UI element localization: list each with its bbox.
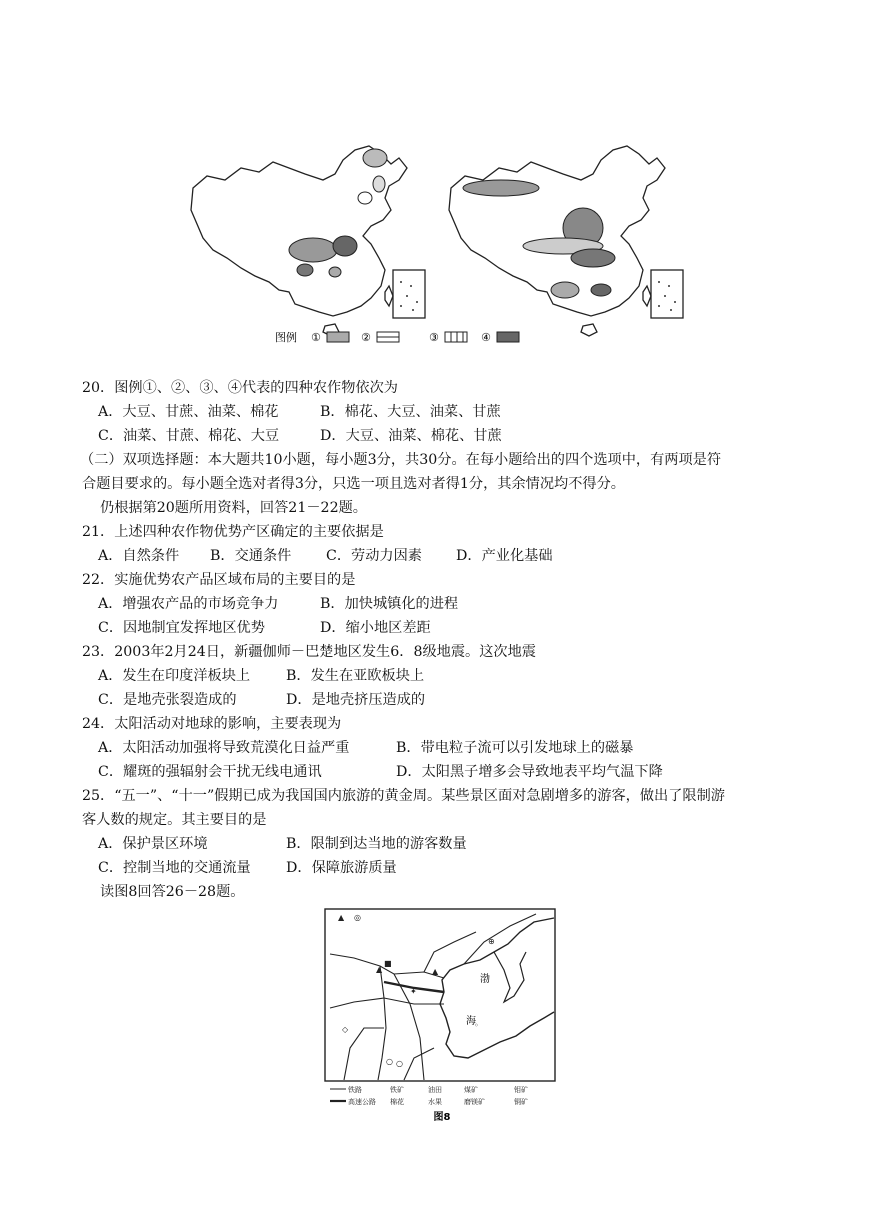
q22-option-d: D．缩小地区差距 xyxy=(320,620,431,636)
legend-molybdenum: 钼矿 xyxy=(514,1086,528,1094)
top-maps-legend xyxy=(275,330,519,344)
figure-8-caption: 图8 xyxy=(433,1112,451,1123)
legend-copper: 铜矿 xyxy=(514,1098,528,1106)
q23-option-d: D．是地壳挤压造成的 xyxy=(286,692,426,708)
q25-option-d: D．保障旅游质量 xyxy=(286,860,397,876)
legend-magnesite: 磨镁矿 xyxy=(464,1098,485,1106)
q25-option-a: A．保护景区环境 xyxy=(98,836,208,852)
svg-text:○: ○ xyxy=(396,1059,403,1068)
svg-text:⊕: ⊕ xyxy=(488,937,495,946)
q24-option-d: D．太阳黑子增多会导致地表平均气温下降 xyxy=(396,764,663,780)
q20-stem: 20．图例①、②、③、④代表的四种农作物依次为 xyxy=(82,380,398,396)
q22-options-row1 xyxy=(98,594,458,614)
q23-option-b: B．发生在亚欧板块上 xyxy=(286,668,425,684)
svg-text:○: ○ xyxy=(386,1057,393,1066)
q20-option-c: C．油菜、甘蔗、棉花、大豆 xyxy=(98,428,280,444)
q22-stem: 22．实施优势农产品区域布局的主要目的是 xyxy=(82,572,356,588)
q22-option-c: C．因地制宜发挥地区优势 xyxy=(98,620,265,636)
q21-options xyxy=(98,546,553,566)
legend-iron: 铁矿 xyxy=(390,1086,404,1094)
q26-note: 读图8回答26－28题。 xyxy=(100,884,245,900)
right-map-crop-regions xyxy=(463,180,615,298)
svg-text:◇: ◇ xyxy=(342,1025,349,1034)
china-crop-maps xyxy=(185,140,690,350)
legend-oil: 油田 xyxy=(428,1086,442,1094)
q23-option-a: A．发生在印度洋板块上 xyxy=(98,668,251,684)
q22-options-row2 xyxy=(98,618,431,638)
legend-coal: 煤矿 xyxy=(464,1086,478,1094)
q20-options-row2 xyxy=(98,426,502,446)
q22-option-b: B．加快城镇化的进程 xyxy=(320,596,459,612)
q24-options-row1 xyxy=(98,738,633,758)
q24-options-row2 xyxy=(98,762,663,782)
svg-text:■: ■ xyxy=(384,959,392,968)
q21-option-c: C．劳动力因素 xyxy=(326,548,422,564)
svg-text:◎: ◎ xyxy=(354,913,361,922)
legend-item-3: ③ xyxy=(429,331,439,344)
section2-note: 仍根据第20题所用资料，回答21－22题。 xyxy=(100,500,367,516)
q20-option-d: D．大豆、油菜、棉花、甘蔗 xyxy=(320,428,502,444)
legend-item-2: ② xyxy=(361,331,371,344)
q21-option-b: B．交通条件 xyxy=(210,548,292,564)
q24-option-b: B．带电粒子流可以引发地球上的磁暴 xyxy=(396,740,634,756)
legend-fruit: 水果 xyxy=(428,1098,442,1106)
legend-rail: 铁路 xyxy=(348,1086,362,1094)
sea-label-hai: 海 xyxy=(466,1016,476,1027)
q23-option-c: C．是地壳张裂造成的 xyxy=(98,692,237,708)
legend-road: 高速公路 xyxy=(348,1098,376,1106)
q25-option-c: C．控制当地的交通流量 xyxy=(98,860,251,876)
legend-cotton: 棉花 xyxy=(390,1098,404,1106)
q24-option-c: C．耀斑的强辐射会干扰无线电通讯 xyxy=(98,764,322,780)
svg-text:▲: ▲ xyxy=(376,965,383,974)
q23-options-row1 xyxy=(98,666,424,686)
legend-item-1: ① xyxy=(311,331,321,344)
q21-option-d: D．产业化基础 xyxy=(456,548,553,564)
svg-text:▲: ▲ xyxy=(432,967,439,976)
svg-text:◦: ◦ xyxy=(474,1021,479,1030)
section2-line2: 合题目要求的。每小题全选对者得3分，只选一项且选对者得1分，其余情况均不得分。 xyxy=(82,476,625,492)
q25-options-row1 xyxy=(98,834,467,854)
section2-line1: （二）双项选择题：本大题共10小题，每小题3分，共30分。在每小题给出的四个选项中，有两项是符 xyxy=(80,452,722,468)
legend-item-4: ④ xyxy=(481,331,491,344)
svg-text:✦: ✦ xyxy=(410,987,417,996)
q20-option-b: B．棉花、大豆、油菜、甘蔗 xyxy=(320,404,501,420)
q20-option-a: A．大豆、甘蔗、油菜、棉花 xyxy=(98,404,279,420)
q25-options-row2 xyxy=(98,858,397,878)
q24-stem: 24．太阳活动对地球的影响，主要表现为 xyxy=(82,716,342,732)
q25-stem-line2: 客人数的规定。其主要目的是 xyxy=(82,812,267,828)
q21-option-a: A．自然条件 xyxy=(98,548,180,564)
svg-text:▲: ▲ xyxy=(338,913,345,922)
figure-8-legend xyxy=(330,1085,528,1106)
q23-options-row2 xyxy=(98,690,425,710)
q23-stem: 23．2003年2月24日，新疆伽师－巴楚地区发生6．8级地震。这次地震 xyxy=(82,644,536,660)
q20-options-row1 xyxy=(98,402,501,422)
q25-option-b: B．限制到达当地的游客数量 xyxy=(286,836,467,852)
figure-8-map xyxy=(324,908,556,1124)
sea-label-bo: 渤 xyxy=(480,974,490,985)
q25-stem-line1: 25．“五一”、“十一”假期已成为我国国内旅游的黄金周。某些景区面对急剧增多的游客，做出了限制游 xyxy=(82,788,725,804)
q24-option-a: A．太阳活动加强将导致荒漠化日益严重 xyxy=(98,740,350,756)
q21-stem: 21．上述四种农作物优势产区确定的主要依据是 xyxy=(82,524,384,540)
legend-prefix: 图例 xyxy=(275,331,297,344)
q22-option-a: A．增强农产品的市场竞争力 xyxy=(98,596,279,612)
